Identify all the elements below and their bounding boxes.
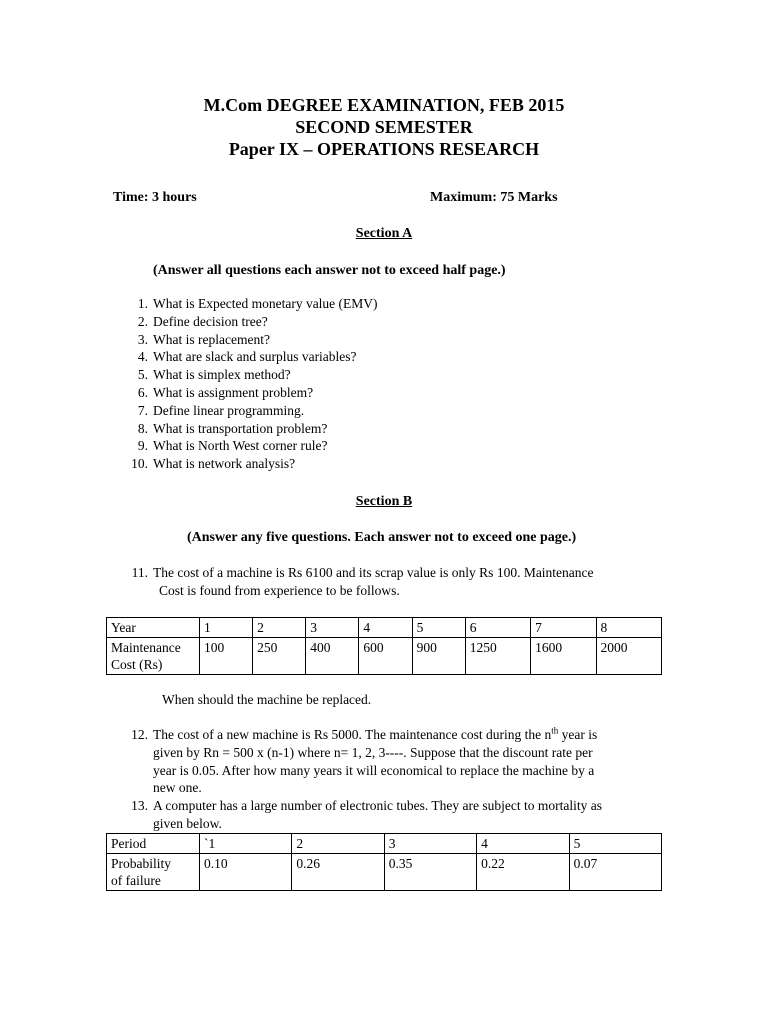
question-11: 11. The cost of a machine is Rs 6100 and its scrap value is only Rs 100. Maintenance Cost is found from experience to be follows. [131, 565, 594, 598]
table-header-cell: Year [107, 618, 200, 638]
table-cell: 0.07 [569, 854, 661, 891]
list-item: 3. What is replacement? [137, 331, 270, 347]
table-cell: 0.35 [384, 854, 476, 891]
table-cell: 6 [465, 618, 530, 638]
list-item: 2. Define decision tree? [137, 313, 268, 329]
table-row [107, 834, 662, 854]
table-cell: 900 [412, 638, 465, 675]
table-cell: 4 [477, 834, 569, 854]
list-item: 4. What are slack and surplus variables? [137, 349, 357, 365]
question-13: 13. A computer has a large number of electronic tubes. They are subject to mortality as given below. [131, 798, 602, 831]
list-item: 8. What is transportation problem? [137, 420, 328, 436]
exam-title-block [0, 94, 768, 160]
paper-title: Paper IX – OPERATIONS RESEARCH [228, 139, 540, 159]
table-cell: 1250 [465, 638, 530, 675]
table-cell: 100 [200, 638, 253, 675]
list-item: 10. What is network analysis? [131, 456, 296, 472]
maintenance-cost-table [106, 617, 662, 675]
failure-probability-table [106, 833, 662, 891]
table-cell: 2 [292, 834, 384, 854]
table-row [107, 618, 662, 638]
table-cell: 2000 [596, 638, 661, 675]
table-cell: 3 [306, 618, 359, 638]
list-item: 1. What is Expected monetary value (EMV) [137, 296, 378, 311]
list-item: 6. What is assignment problem? [137, 384, 314, 400]
question-12: 12. The cost of a new machine is Rs 5000. The maintenance cost during the $n^{th}$ year is given by Rn = 500 x (n-1) where n= 1, 2, 3----. Suppose that the discount rate per year is 0.05. After how many years it will economical to replace the machine by a new one. [131, 725, 598, 796]
list-item: 7. Define linear programming. [137, 402, 305, 418]
table-cell: 3 [384, 834, 476, 854]
time-label: Time: 3 hours [113, 190, 197, 205]
table-cell: 7 [531, 618, 596, 638]
exam-title: M.Com DEGREE EXAMINATION, FEB 2015 [203, 95, 565, 115]
table-cell: 600 [359, 638, 412, 675]
section-a-heading: Section A [355, 226, 413, 241]
table-cell: 0.26 [292, 854, 384, 891]
table-cell: 250 [253, 638, 306, 675]
table-cell: 0.10 [200, 854, 292, 891]
table-cell: `1 [200, 834, 292, 854]
table-row [107, 854, 662, 891]
list-item: 5. What is simplex method? [137, 367, 291, 383]
table-cell: 1600 [531, 638, 596, 675]
semester-title: SECOND SEMESTER [295, 117, 473, 137]
table-header-cell: Maintenance Cost (Rs) [107, 638, 200, 675]
table-row [107, 638, 662, 675]
table-cell: 400 [306, 638, 359, 675]
table-header-cell: Period [107, 834, 200, 854]
section-b-heading: Section B [355, 494, 413, 509]
table-cell: 4 [359, 618, 412, 638]
list-item: 9. What is North West corner rule? [137, 438, 328, 454]
question-11-followup: When should the machine be replaced. [162, 692, 372, 707]
table-cell: 5 [569, 834, 661, 854]
section-b-instruction: (Answer any five questions. Each answer not to exceed one page.) [187, 530, 577, 545]
table-header-cell: Probability of failure [107, 854, 200, 891]
table-cell: 1 [200, 618, 253, 638]
max-marks-label: Maximum: 75 Marks [430, 190, 558, 205]
section-a-instruction: (Answer all questions each answer not to exceed half page.) [153, 263, 506, 278]
table-cell: 5 [412, 618, 465, 638]
table-cell: 0.22 [477, 854, 569, 891]
table-cell: 8 [596, 618, 661, 638]
table-cell: 2 [253, 618, 306, 638]
section-a-question-list [104, 295, 524, 473]
